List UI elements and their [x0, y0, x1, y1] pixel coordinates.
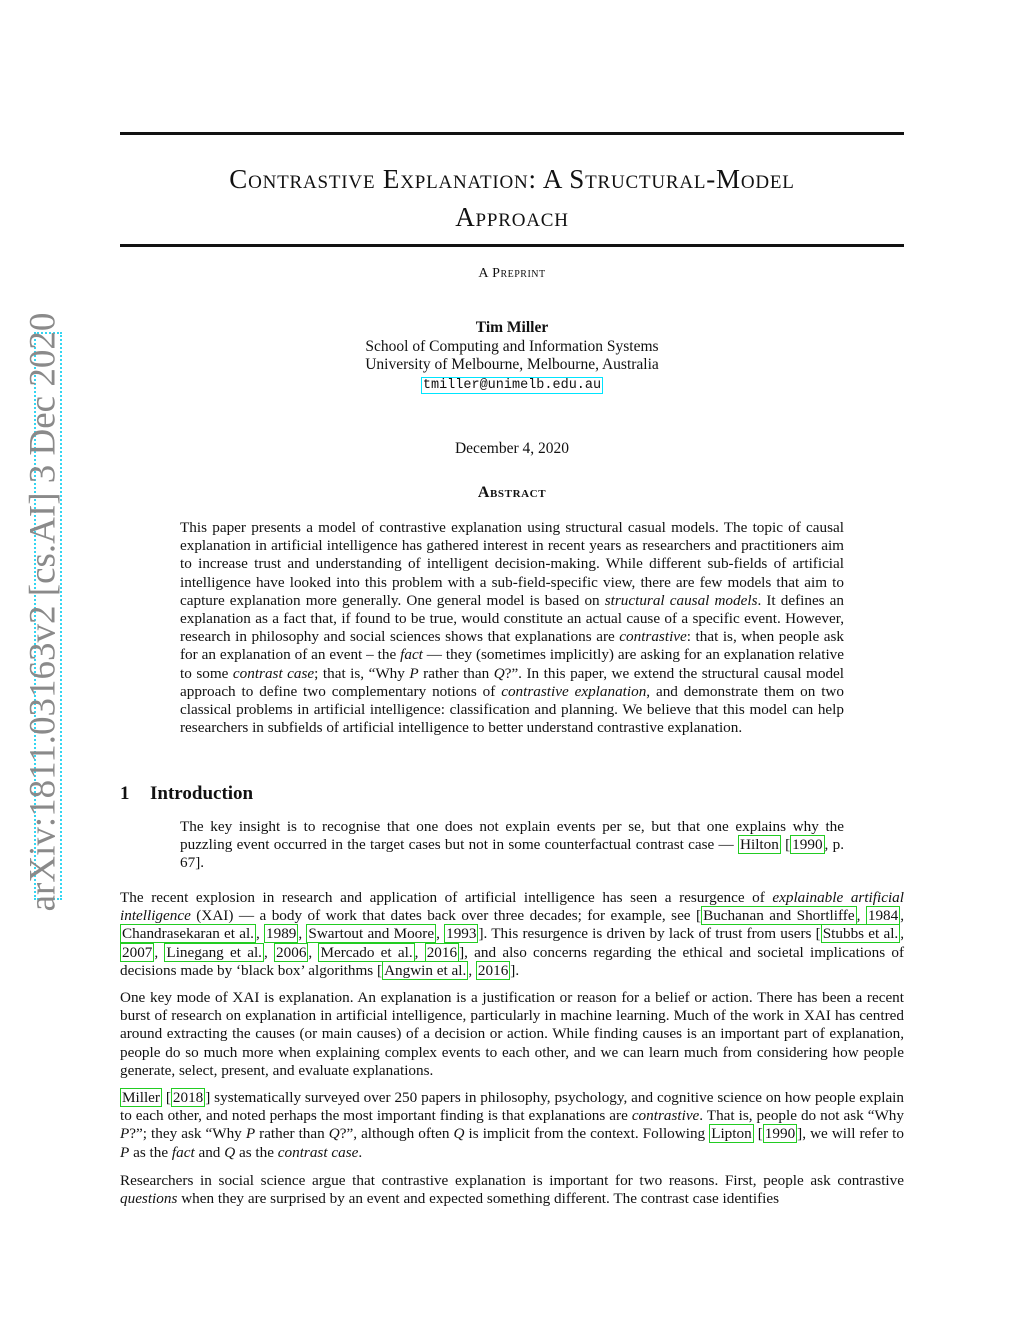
author-email-link[interactable]: tmiller@unimelb.edu.au — [422, 377, 602, 393]
citation-link[interactable]: Buchanan and Shortliffe — [703, 907, 855, 925]
citation-link[interactable]: Chandrasekaran et al. — [122, 925, 254, 943]
abstract-text: This paper presents a model of contrastive explanation using structural casual models. The topic of causal explanation in artificial intelligence has gathered interest in recent years as researchers and practitioners aim to increase trust and understanding of intelligent decision-making. While different sub-fields of artificial intelligence have looked into this problem with a sub-field-specific view, there are few models that aim to capture explanation more generally. One general model is based on structural causal models. It defines an explanation as a fact that, if found to be true, would constitute an actual cause of a specific event. However, research in philosophy and social sciences shows that explanations are contrastive: that is, when people ask for an explanation of an event – the fact — they (sometimes implicitly) are asking for an explanation relative to some contrast case; that is, “Why P rather than Q?”. In this paper, we extend the structural causal model approach to define two complementary notions of contrastive explanation, and demonstrate them on two classical problems in artificial intelligence: classification and planning. We believe that this model can help researchers in subfields of artificial intelligence to better understand contrastive explanation. — [180, 519, 845, 737]
paragraph-4: Researchers in social science argue that contrastive explanation is important for two reasons. First, people ask contrastive questions when they are surprised by an event and expected something different. The contrast case identifies — [120, 1172, 904, 1208]
citation-link[interactable]: 1993 — [446, 925, 477, 943]
citation-link[interactable]: Hilton — [740, 836, 779, 854]
citation-link[interactable]: 2007 — [122, 943, 153, 961]
preprint-label: A Preprint — [478, 266, 546, 281]
title-top-rule — [120, 132, 904, 135]
citation-link[interactable]: 1984 — [867, 907, 899, 925]
title-bottom-rule — [120, 244, 904, 247]
title-line-1: Contrastive Explanation: A Structural-Model — [229, 164, 795, 194]
paragraph-1: The recent explosion in research and application of artificial intelligence has seen a resurgence of explainable artificial intelligence (XAI) — a body of work that dates back over three decades; for example, see [ Buchanan and Shortliffe , 1984 , Chandrasekaran et al. , 1989 , Swartout and Moore , 1993 ]. This resurgence is driven by lack of trust from users [ Stubbs et al. , 2007 , Linegang et al. , 2006 , Mercado et al. , 2016 ], and also concerns regarding the ethical and societal implications of decisions made by ‘black box’ algorithms [ Angwin et al. , 2016 ]. — [120, 889, 905, 979]
citation-link[interactable]: Angwin et al. — [384, 961, 467, 979]
author-name: Tim Miller — [475, 319, 549, 336]
citation-link[interactable]: 2006 — [276, 943, 307, 961]
author-block — [120, 319, 904, 395]
citation-link[interactable]: 2016 — [477, 961, 509, 979]
paper-title — [120, 160, 904, 236]
citation-link[interactable]: 2018 — [172, 1089, 204, 1106]
citation-link[interactable]: Mercado et al. — [320, 943, 413, 961]
citation-link[interactable]: 1990 — [764, 1125, 796, 1143]
citation-link[interactable]: Stubbs et al. — [822, 925, 899, 943]
citation-link[interactable]: Miller — [122, 1089, 160, 1106]
paper-date: December 4, 2020 — [454, 440, 570, 457]
abstract-heading: Abstract — [477, 484, 547, 501]
citation-link[interactable]: Lipton — [711, 1125, 752, 1143]
author-institution: University of Melbourne, Melbourne, Australia — [365, 356, 659, 373]
intro-quote: The key insight is to recognise that one does not explain events per se, but that one explains why the puzzling event occurred in the target cases but not in some counterfactual contrast case — Hilton [ 1990 , p. 67]. — [180, 818, 845, 872]
section-title: Introduction — [150, 783, 254, 804]
section-number: 1 — [120, 783, 130, 804]
title-line-2: Approach — [455, 202, 569, 232]
citation-link[interactable]: Swartout and Moore — [308, 925, 435, 943]
citation-link[interactable]: 1989 — [266, 925, 297, 943]
arxiv-stamp[interactable]: arXiv:1811.03163v2 [cs.AI] 3 Dec 2020 — [22, 312, 64, 912]
paragraph-2: One key mode of XAI is explanation. An explanation is a justification or reason for a belief or action. There has been a recent burst of research on explanation in artificial intelligence, particularly in machine learning. Much of the work in XAI has centred around extracting the causes (or main causes) of a decision or action. While finding causes is an important part of explanation, people do so much more when explaining complex events to each other, and we can learn much from considering how people generate, select, present, and evaluate explanations. — [120, 989, 904, 1079]
citation-link[interactable]: 2016 — [426, 943, 458, 961]
citation-link[interactable]: Linegang et al. — [166, 943, 262, 961]
author-affiliation: School of Computing and Information Systems — [365, 337, 659, 355]
section-heading-introduction — [120, 783, 253, 805]
paragraph-3: Miller [ 2018 ] systematically surveyed over 250 papers in philosophy, psychology, and cognitive science on how people explain to each other, and noted perhaps the most important finding is that explanations are contrastive. That is, people do not ask “Why P?”; they ask “Why P rather than Q?”, although often Q is implicit from the context. Following Lipton [ 1990 ], we will refer to P as the fact and Q as the contrast case. — [120, 1089, 904, 1161]
citation-link[interactable]: 1990 — [792, 836, 823, 854]
